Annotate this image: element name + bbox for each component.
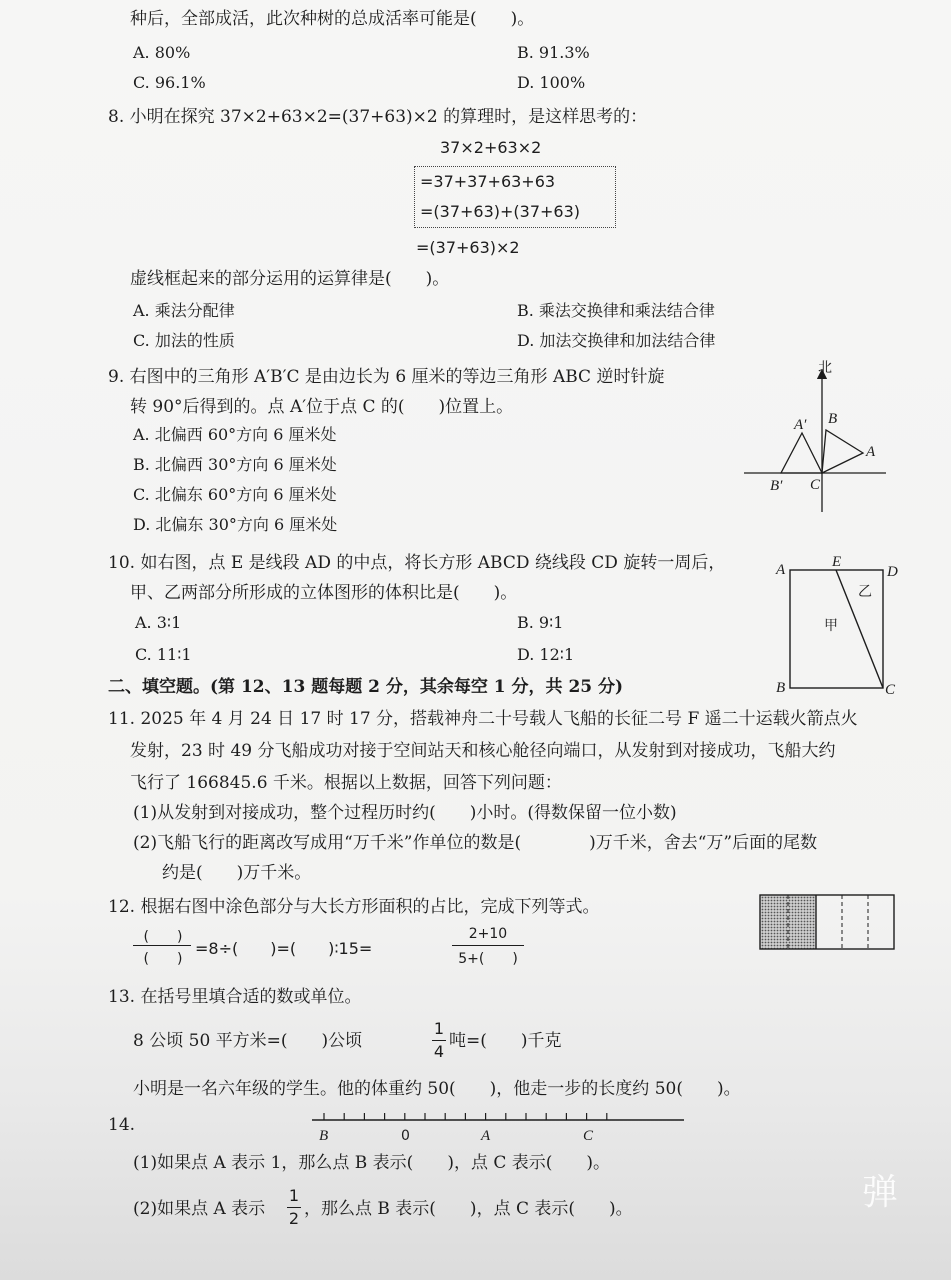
q9-option-d: D. 北偏东 30°方向 6 厘米处	[133, 515, 338, 534]
q13-fraction-bar	[432, 1040, 446, 1041]
q12-stem: 12. 根据右图中涂色部分与大长方形面积的占比，完成下列等式。	[108, 897, 600, 917]
q9-option-a: A. 北偏西 60°方向 6 厘米处	[133, 425, 337, 444]
q14-part-2a: (2)如果点 A 表示	[133, 1199, 266, 1219]
label-zero: 0	[401, 1128, 410, 1144]
label-b: B	[776, 680, 786, 696]
label-b-prime: B′	[770, 478, 783, 494]
q8-stem: 8. 小明在探究 37×2+63×2=(37+63)×2 的算理时，是这样思考的：	[108, 107, 648, 127]
q8-calc-line-1: 37×2+63×2	[440, 138, 542, 157]
q8-calc-line-4: =(37+63)×2	[416, 238, 520, 257]
label-a-prime: A′	[794, 417, 807, 433]
q14-part-1: (1)如果点 A 表示 1，那么点 B 表示( )，点 C 表示( )。	[133, 1153, 611, 1173]
q14-frac-numerator: 1	[288, 1186, 300, 1205]
q9-option-b: B. 北偏西 30°方向 6 厘米处	[133, 455, 337, 474]
q7-option-c: C. 96.1%	[133, 73, 206, 92]
q12-frac-denominator: ( )	[143, 951, 183, 967]
label-a: A	[776, 562, 786, 578]
q13-frac-denominator: 4	[433, 1042, 445, 1061]
q10-line-2: 甲、乙两部分所形成的立体图形的体积比是( )。	[130, 583, 518, 603]
q12-rhs-fraction-bar	[452, 945, 524, 946]
q14-part-2b: ，那么点 B 表示( )，点 C 表示( )。	[304, 1199, 633, 1219]
q8-calc-line-3: =(37+63)+(37+63)	[420, 202, 581, 221]
q7-option-a: A. 80%	[133, 43, 191, 62]
triangle-abc	[822, 430, 863, 473]
label-a: A	[481, 1128, 491, 1144]
q14-fraction-bar	[287, 1207, 301, 1208]
q13-line-1b: 吨=( )千克	[449, 1031, 562, 1051]
q12-frac-numerator: ( )	[143, 929, 183, 945]
q8-option-a: A. 乘法分配律	[133, 301, 235, 320]
label-c: C	[885, 682, 896, 698]
q11-part-1: (1)从发射到对接成功，整个过程历时约( )小时。(得数保留一位小数)	[133, 803, 677, 823]
q13-stem: 13. 在括号里填合适的数或单位。	[108, 987, 362, 1007]
q9-line-1: 9. 右图中的三角形 A′B′C 是由边长为 6 厘米的等边三角形 ABC 逆时针旋	[108, 367, 665, 387]
q11-line-2: 发射，23 时 49 分飞船成功对接于空间站天和核心舱径向端口，从发射到对接成功，飞船大约	[130, 741, 836, 761]
q12-rhs-numerator: 2+10	[468, 926, 508, 942]
q11-line-1: 11. 2025 年 4 月 24 日 17 时 17 分，搭载神舟二十号载人飞船的长征二号 F 遥二十运载火箭点火	[108, 709, 858, 729]
q13-frac-numerator: 1	[433, 1019, 445, 1038]
q8-option-c: C. 加法的性质	[133, 331, 235, 350]
q13-line-2: 小明是一名六年级的学生。他的体重约 50( )，他走一步的长度约 50( )。	[133, 1079, 741, 1099]
q10-line-1: 10. 如右图，点 E 是线段 AD 的中点，将长方形 ABCD 绕线段 CD 旋转一周后，	[108, 553, 726, 573]
label-b: B	[828, 411, 838, 427]
q8-question: 虚线框起来的部分运用的运算律是( )。	[130, 269, 450, 289]
q13-line-1a: 8 公顷 50 平方米=( )公顷	[133, 1031, 363, 1051]
number-line-ticks	[324, 1113, 607, 1120]
label-jia: 甲	[824, 618, 838, 634]
q7-option-b: B. 91.3%	[517, 43, 590, 62]
q11-line-3: 飞行了 166845.6 千米。根据以上数据，回答下列问题：	[130, 773, 562, 793]
q8-option-b: B. 乘法交换律和乘法结合律	[517, 301, 715, 320]
q10-option-b: B. 9∶1	[517, 613, 564, 632]
q10-option-c: C. 11∶1	[135, 645, 192, 664]
north-label: 北	[818, 360, 832, 376]
q14-number-line	[300, 1108, 690, 1148]
label-b: B	[319, 1128, 329, 1144]
q12-shaded-rectangle-figure	[758, 893, 898, 953]
q9-option-c: C. 北偏东 60°方向 6 厘米处	[133, 485, 337, 504]
q11-part-2a: (2)飞船飞行的距离改写成用“万千米”作单位的数是( )万千米，舍去“万”后面的尾数	[133, 833, 818, 853]
q10-rectangle-figure	[772, 554, 907, 698]
label-c: C	[810, 477, 821, 493]
q7-stem: 种后，全部成活，此次种树的总成活率可能是( )。	[130, 9, 535, 29]
q9-line-2: 转 90°后得到的。点 A′位于点 C 的( )位置上。	[130, 397, 514, 417]
label-yi: 乙	[858, 584, 872, 600]
q10-option-d: D. 12∶1	[517, 645, 575, 664]
label-c: C	[583, 1128, 594, 1144]
q12-rhs-denominator: 5+( )	[458, 951, 518, 967]
q11-part-2b: 约是( )万千米。	[162, 863, 312, 883]
triangle-a1b1c	[781, 433, 822, 473]
section-2-heading: 二、填空题。(第 12、13 题每题 2 分，其余每空 1 分，共 25 分)	[108, 677, 624, 697]
q12-fraction-bar	[133, 945, 191, 946]
watermark: 弹	[862, 1172, 899, 1213]
q7-option-d: D. 100%	[517, 73, 586, 92]
q10-option-a: A. 3∶1	[135, 613, 182, 632]
label-d: D	[887, 564, 898, 580]
q8-calc-line-2: =37+37+63+63	[420, 172, 556, 191]
q14-frac-denominator: 2	[288, 1209, 300, 1228]
q8-option-d: D. 加法交换律和加法结合律	[517, 331, 716, 350]
q14-number: 14.	[108, 1115, 136, 1135]
q9-rotation-figure	[740, 360, 890, 520]
q12-equation-middle: =8÷( )=( )∶15=	[195, 939, 373, 958]
label-a: A	[866, 444, 876, 460]
label-e: E	[832, 554, 842, 570]
